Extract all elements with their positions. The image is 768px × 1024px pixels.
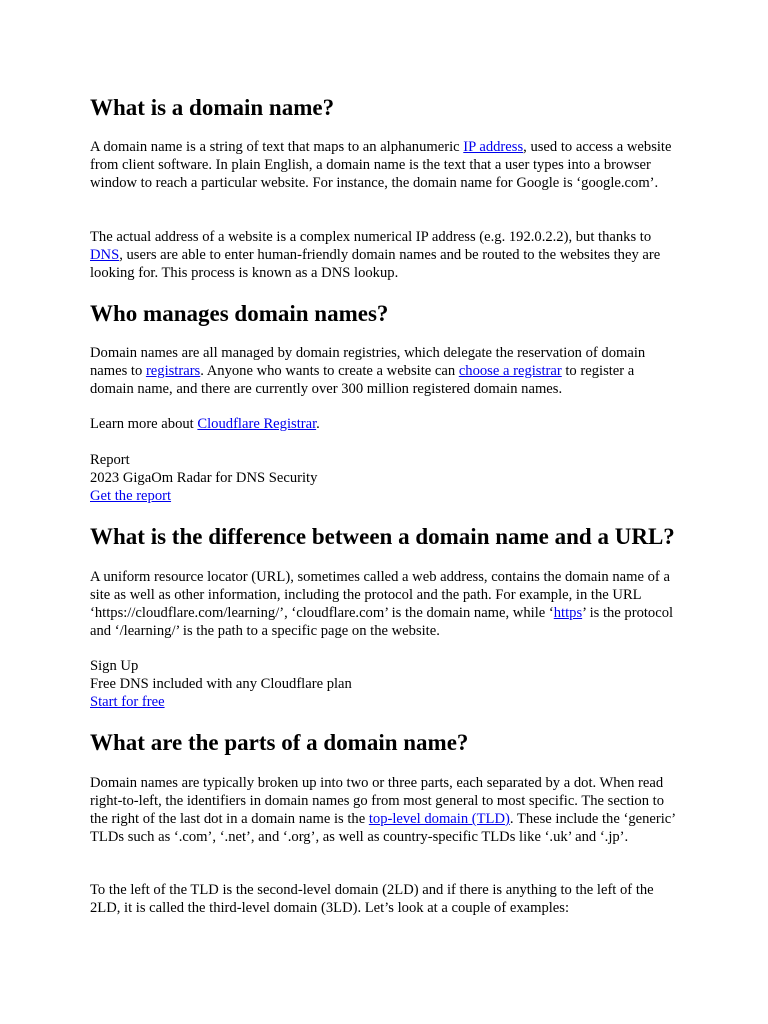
text: A domain name is a string of text that maps to an alphanumeric (90, 139, 464, 155)
promo-title: 2023 GigaOm Radar for DNS Security (90, 470, 318, 486)
promo-title: Free DNS included with any Cloudflare plan (90, 676, 352, 692)
text: Domain names are typically broken up into two or three parts, each separated by a dot. When read right-to-left, the identifiers in domain names go from most general to most specific. The section to the right of the last dot in a domain name is the (90, 775, 665, 827)
promo-signup (90, 657, 680, 711)
text: Domain names are all managed by domain registries, which delegate the reservation of domain names to (90, 345, 646, 379)
promo-label: Sign Up (90, 658, 139, 674)
promo-label: Report (90, 452, 130, 468)
paragraph-url (90, 568, 680, 640)
get-report-link[interactable]: Get the report (90, 488, 172, 504)
paragraph-ip-address (90, 228, 680, 282)
paragraph-registries (90, 344, 680, 398)
text: . Anyone who wants to create a website can (200, 363, 459, 379)
ip-address-link[interactable]: IP address (463, 139, 524, 155)
heading-what-is-domain-name: What is a domain name? (90, 95, 335, 120)
paragraph-second-level-domain (90, 881, 680, 917)
text: . These include the ‘generic’ TLDs such as ‘.com’, ‘.net’, and ‘.org’, as well as country-specific TLDs like ‘.uk’ and ‘.jp’. (90, 811, 676, 845)
text: To the left of the TLD is the second-level domain (2LD) and if there is anything to the left of the 2LD, it is called the third-level domain (3LD). Let’s look at a couple of examples: (90, 882, 654, 916)
dns-link[interactable]: DNS (90, 247, 120, 263)
choose-registrar-link[interactable]: choose a registrar (458, 363, 562, 379)
tld-link[interactable]: top-level domain (TLD) (368, 811, 510, 827)
paragraph-parts (90, 774, 680, 846)
text: The actual address of a website is a complex numerical IP address (e.g. 192.0.2.2), but thanks to (90, 229, 652, 245)
start-for-free-link[interactable]: Start for free (90, 694, 165, 710)
cloudflare-registrar-link[interactable]: Cloudflare Registrar (197, 416, 317, 432)
text: A uniform resource locator (URL), sometimes called a web address, contains the domain name of a site as well as other information, including the protocol and the path. For example, in the URL ‘https://cloudflare.com/learning/’, ‘cloudflare.com’ is the domain name, while ‘ (90, 569, 670, 621)
heading-who-manages: Who manages domain names? (90, 301, 389, 326)
heading-domain-vs-url: What is the difference between a domain name and a URL? (90, 524, 675, 549)
heading-parts-of-domain: What are the parts of a domain name? (90, 730, 469, 755)
text: to register a domain name, and there are currently over 300 million registered domain names. (90, 363, 635, 397)
https-link[interactable]: https (553, 605, 583, 621)
paragraph-learn-more (90, 415, 680, 433)
text: , used to access a website from client software. In plain English, a domain name is the text that a user types into a browser window to reach a particular website. For instance, the domain name for Google is ‘google.com’. (90, 139, 672, 191)
registrars-link[interactable]: registrars (145, 363, 201, 379)
text: , users are able to enter human-friendly domain names and be routed to the websites they are looking for. This process is known as a DNS lookup. (90, 247, 661, 281)
text: . (316, 416, 320, 432)
paragraph-domain-definition (90, 138, 680, 192)
text: ’ is the protocol and ‘/learning/’ is the path to a specific page on the website. (90, 605, 674, 639)
promo-report (90, 451, 680, 505)
text: Learn more about (90, 416, 198, 432)
